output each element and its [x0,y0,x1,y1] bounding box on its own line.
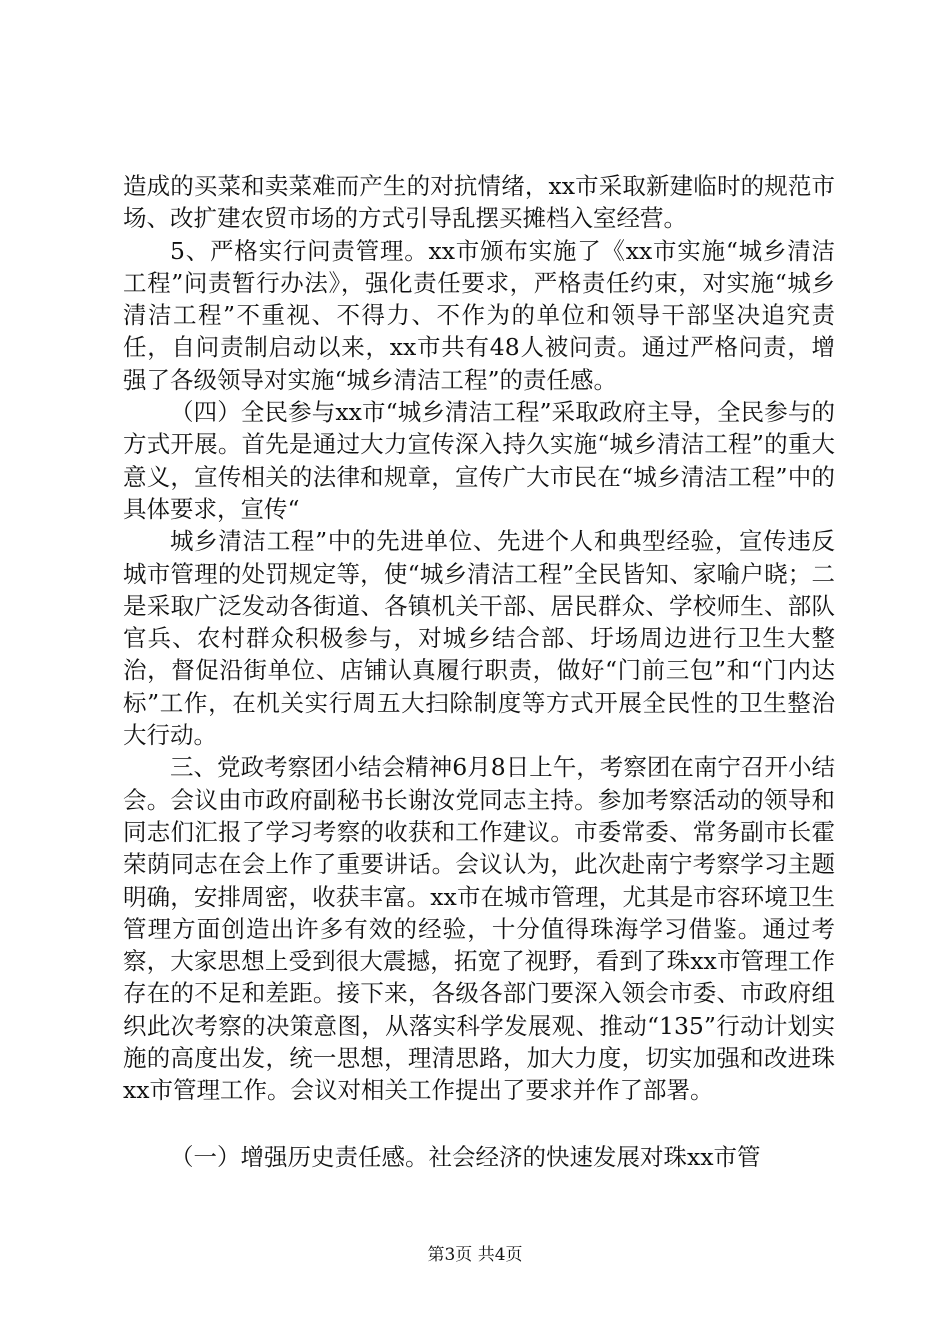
paragraph-historical-responsibility: （一）增强历史责任感。社会经济的快速发展对珠xx市管 [170,1142,761,1171]
paragraph-public-participation: （四）全民参与xx市“城乡清洁工程”采取政府主导，全民参与的方式开展。首先是通过大力宣传深入持久实施“城乡清洁工程”的重大意义，宣传相关的法律和规章，宣传广大市民在“城乡清洁工程”中的具体要求，宣传“ [123,398,835,523]
paragraph-market-management: 造成的买菜和卖菜难而产生的对抗情绪，xx市采取新建临时的规范市场、改扩建农贸市场的方式引导乱摆买摊档入室经营。 [123,172,835,233]
page-number-footer: 第3页 共4页 [427,1245,523,1265]
paragraph-summary-meeting: 三、党政考察团小结会精神6月8日上午，考察团在南宁召开小结会。会议由市政府副秘书长谢汝党同志主持。参加考察活动的领导和同志们汇报了学习考察的收获和工作建议。市委常委、常务副市长霍荣荫同志在会上作了重要讲话。会议认为，此次赴南宁考察学习主题明确，安排周密，收获丰富。xx市在城市管理，尤其是市容环境卫生管理方面创造出许多有效的经验，十分值得珠海学习借鉴。通过考察，大家思想上受到很大震撼，拓宽了视野，看到了珠xx市管理工作存在的不足和差距。接下来，各级各部门要深入领会市委、市政府组织此次考察的决策意图，从落实科学发展观、推动“135”行动计划实施的高度出发，统一思想，理清思路，加大力度，切实加强和改进珠xx市管理工作。会议对相关工作提出了要求并作了部署。 [123,753,835,1105]
document-body [123,170,835,1173]
paragraph-publicity-continued: 城乡清洁工程”中的先进单位、先进个人和典型经验，宣传违反城市管理的处罚规定等，使“城乡清洁工程”全民皆知、家喻户晓；二是采取广泛发动各街道、各镇机关干部、居民群众、学校师生、部队官兵、农村群众积极参与，对城乡结合部、圩场周边进行卫生大整治，督促沿街单位、店铺认真履行职责，做好“门前三包”和“门内达标”工作，在机关实行周五大扫除制度等方式开展全民性的卫生整治大行动。 [123,527,835,750]
paragraph-accountability: 5、严格实行问责管理。xx市颁布实施了《xx市实施“城乡清洁工程”问责暂行办法》，强化责任要求，严格责任约束，对实施“城乡清洁工程”不重视、不得力、不作为的单位和领导干部坚决追究责任，自问责制启动以来，xx市共有48人被问责。通过严格问责，增强了各级领导对实施“城乡清洁工程”的责任感。 [123,236,835,394]
